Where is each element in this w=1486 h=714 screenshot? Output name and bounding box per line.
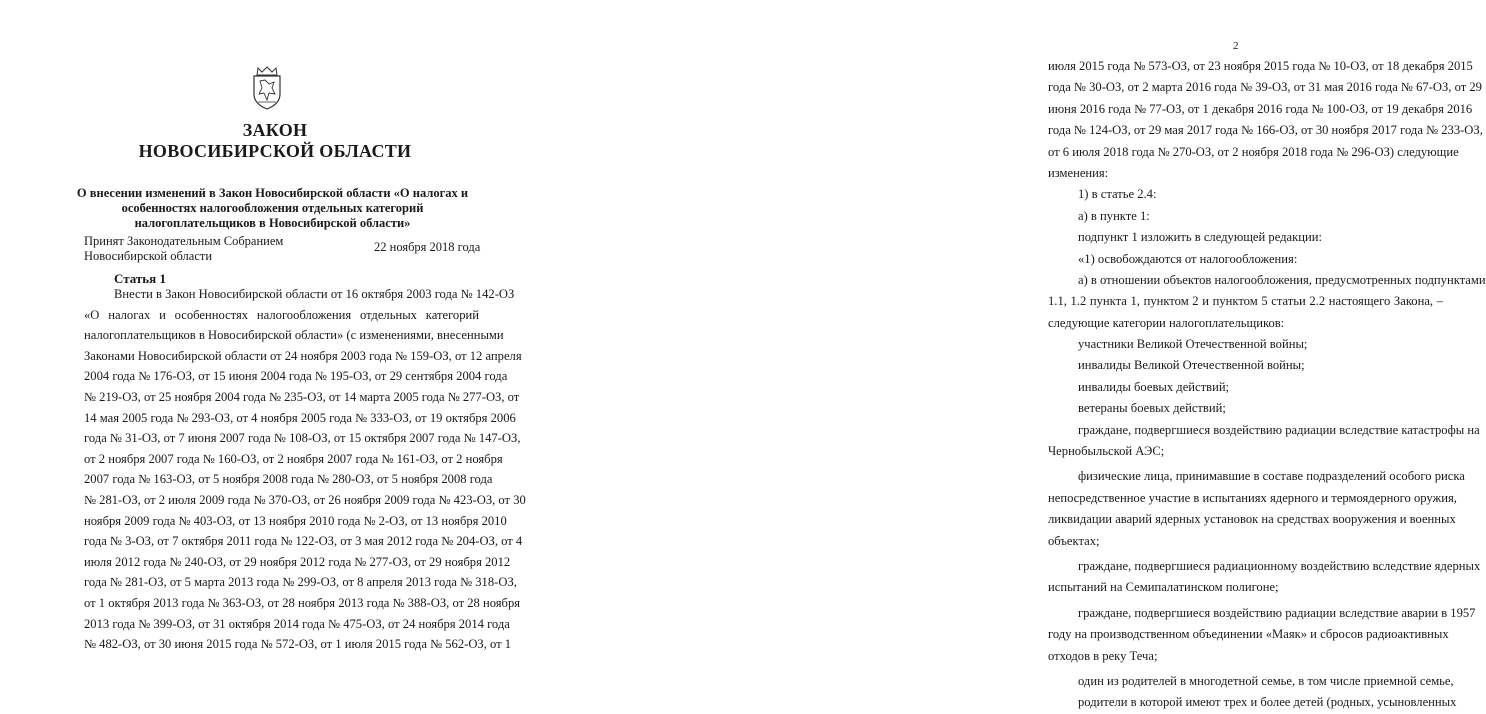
title-line-law: ЗАКОН [242,120,308,140]
list-item: инвалиды боевых действий; [1078,379,1230,394]
text-line: ноября 2009 года № 403-ОЗ, от 13 ноября 2010 года № 2-ОЗ, от 13 ноября 2010 [84,513,507,528]
law-title [120,120,430,162]
text-line: года № 30-ОЗ, от 2 марта 2016 года № 39-ОЗ, от 31 мая 2016 года № 67-ОЗ, от 29 [1048,80,1482,95]
text-line: 14 мая 2005 года № 293-ОЗ, от 4 ноября 2005 года № 333-ОЗ, от 19 октября 2006 [84,410,516,425]
left-page [0,0,526,652]
adopted-line-2: Новосибирской области [84,249,213,263]
list-item: инвалиды Великой Отечественной войны; [1078,358,1305,373]
text-line: 1.1, 1.2 пункта 1, пунктом 2 и пунктом 5 статьи 2.2 настоящего Закона, – [1048,294,1443,309]
text-line: Внести в Закон Новосибирской области от 16 октября 2003 года № 142-ОЗ [114,287,515,301]
text-line: отходов в реку Теча; [1048,648,1158,663]
text-line: 2004 года № 176-ОЗ, от 15 июня 2004 года № 195-ОЗ, от 29 сентября 2004 года [84,369,508,384]
list-item: участники Великой Отечественной войны; [1078,337,1308,352]
text-line: от 1 октября 2013 года № 363-ОЗ, от 28 ноября 2013 года № 388-ОЗ, от 28 ноября [84,595,521,610]
list-item: 1) в статье 2.4: [1078,187,1157,202]
coat-of-arms-emblem [250,66,284,110]
text-line: от 6 июля 2018 года № 270-ОЗ, от 2 ноября 2018 года № 296-ОЗ) следующие [1048,144,1459,159]
text-line: физические лица, принимавшие в составе подразделений особого риска [1078,469,1465,484]
right-page [500,0,1486,710]
text-line: от 2 ноября 2007 года № 160-ОЗ, от 2 ноября 2007 года № 161-ОЗ, от 2 ноября [84,451,503,466]
text-line: № 219-ОЗ, от 25 ноября 2004 года № 235-ОЗ, от 14 марта 2005 года № 277-ОЗ, от [84,389,520,404]
adopted-line-1: Принят Законодательным Собранием [84,234,284,248]
text-line: июля 2015 года № 573-ОЗ, от 23 ноября 2015 года № 10-ОЗ, от 18 декабря 2015 [1048,59,1473,73]
adopted-date: 22 ноября 2018 года [374,240,481,254]
text-line: № 281-ОЗ, от 2 июля 2009 года № 370-ОЗ, от 26 ноября 2009 года № 423-ОЗ, от 30 [84,492,526,507]
text-line: непосредственное участие в испытаниях ядерного и термоядерного оружия, [1048,490,1457,505]
list-item: «1) освобождаются от налогообложения: [1078,251,1298,266]
emblem-icon [250,66,284,110]
text-line: изменения: [1048,165,1109,180]
text-line: следующие категории налогоплательщиков: [1048,315,1285,330]
page-number: 2 [1233,40,1239,52]
law-subject: О внесении изменений в Закон Новосибирской области «О налогах и особенностях налогообложения отдельных категорий налогоплательщиков в Новосибирской области» [76,186,469,230]
text-line: Чернобыльской АЭС; [1048,444,1165,459]
text-line: Законами Новосибирской области от 24 ноября 2003 года № 159-ОЗ, от 12 апреля [84,348,522,363]
adopted-by [84,234,304,264]
text-line: году на производственном объединении «Маяк» и сбросов радиоактивных [1048,627,1449,642]
title-line-region: НОВОСИБИРСКОЙ ОБЛАСТИ [138,141,412,161]
text-line: объектах; [1048,533,1100,548]
list-item: подпункт 1 изложить в следующей редакции: [1078,230,1322,245]
text-line: ликвидации аварий ядерных установок на средствах вооружения и военных [1048,512,1456,527]
text-line: граждане, подвергшиеся воздействию радиации вследствие аварии в 1957 [1078,605,1476,620]
text-line: года № 3-ОЗ, от 7 октября 2011 года № 122-ОЗ, от 3 мая 2012 года № 204-ОЗ, от 4 [84,534,523,549]
article-heading: Статья 1 [114,271,166,286]
text-line: граждане, подвергшиеся радиационному воздействию вследствие ядерных [1078,558,1481,573]
text-line: июля 2012 года № 240-ОЗ, от 29 ноября 2012 года № 277-ОЗ, от 29 ноября 2012 [84,554,511,569]
text-line: года № 31-ОЗ, от 7 июня 2007 года № 108-ОЗ, от 15 октября 2007 года № 147-ОЗ, [84,431,521,446]
text-line: года № 124-ОЗ, от 29 мая 2017 года № 166-ОЗ, от 30 ноября 2017 года № 233-ОЗ, [1048,123,1483,138]
text-line: года № 281-ОЗ, от 5 марта 2013 года № 299-ОЗ, от 8 апреля 2013 года № 318-ОЗ, [84,575,517,590]
text-line: испытаний на Семипалатинском полигоне; [1048,580,1279,595]
text-line: июня 2016 года № 77-ОЗ, от 1 декабря 2016 года № 100-ОЗ, от 19 декабря 2016 [1048,101,1473,116]
article-continuation [1048,56,1486,714]
list-item: ветераны боевых действий; [1078,401,1226,416]
text-line: 2013 года № 399-ОЗ, от 31 октября 2014 года № 475-ОЗ, от 24 ноября 2014 года [84,616,510,631]
text-line: граждане, подвергшиеся воздействию радиации вследствие катастрофы на [1078,422,1480,437]
text-line: «О налогах и особенностях налогообложения отдельных категорий [84,307,479,322]
text-line: родители в которой имеют трех и более детей (родных, усыновленных [1078,695,1457,710]
article-body [84,284,526,655]
text-line: а) в отношении объектов налогообложения, предусмотренных подпунктами [1078,272,1486,287]
text-line: 2007 года № 163-ОЗ, от 5 ноября 2008 года № 280-ОЗ, от 5 ноября 2008 года [84,472,493,487]
list-item: а) в пункте 1: [1078,208,1150,223]
text-line: № 482-ОЗ, от 30 июня 2015 года № 572-ОЗ, от 1 июля 2015 года № 562-ОЗ, от 1 [84,637,512,652]
text-line: налогоплательщиков в Новосибирской области» (с изменениями, внесенными [84,328,504,343]
text-line: один из родителей в многодетной семье, в том числе приемной семье, [1078,673,1454,688]
